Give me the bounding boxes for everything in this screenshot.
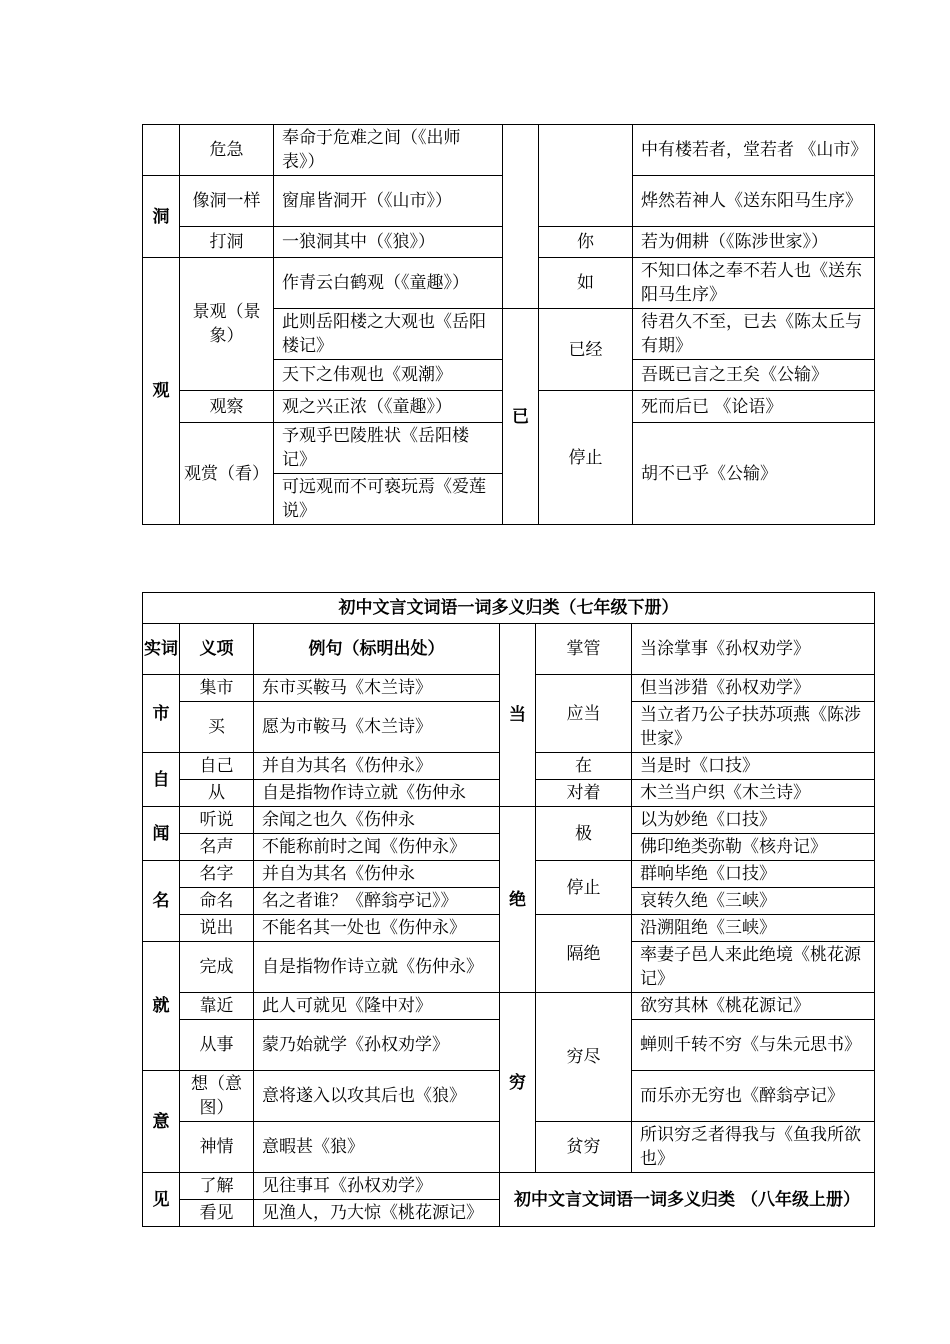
meaning-cell: 观察 [180,391,274,423]
word-cell: 绝 [500,807,536,993]
meaning-cell: 观赏（看） [180,423,274,525]
meaning-cell: 隔绝 [536,915,632,993]
example-cell: 当是时《口技》 [632,753,875,780]
example-cell: 烨然若神人《送东阳马生序》 [633,176,875,227]
example-cell: 木兰当户织《木兰诗》 [632,780,875,807]
example-cell: 死而后已 《论语》 [633,391,875,423]
meaning-cell: 买 [180,702,254,753]
word-cell: 自 [143,753,180,807]
header-meaning: 义项 [180,624,254,675]
example-cell: 蝉则千转不穷《与朱元思书》 [632,1020,875,1071]
meaning-cell: 打洞 [180,227,274,258]
meaning-cell: 极 [536,807,632,861]
table-row [143,1173,875,1200]
meaning-cell: 名声 [180,834,254,861]
example-cell: 沿溯阻绝《三峡》 [632,915,875,942]
meaning-cell: 靠近 [180,993,254,1020]
meaning-cell: 应当 [536,675,632,753]
example-cell: 吾既已言之王矣《公输》 [633,360,875,391]
table-grade7-lower [142,592,875,1227]
meaning-cell: 命名 [180,888,254,915]
example-cell: 哀转久绝《三峡》 [632,888,875,915]
meaning-cell: 你 [539,227,633,258]
example-cell: 此则岳阳楼之大观也《岳阳楼记》 [274,309,503,360]
meaning-cell: 集市 [180,675,254,702]
header-word: 实词 [143,624,180,675]
word-cell: 洞 [143,176,180,258]
example-cell: 并自为其名《伤仲永 [254,861,500,888]
example-cell: 以为妙绝《口技》 [632,807,875,834]
next-table-title: 初中文言文词语一词多义归类 （八年级上册） [500,1173,875,1227]
meaning-cell: 对着 [536,780,632,807]
example-cell: 此人可就见《隆中对》 [254,993,500,1020]
meaning-cell: 想（意图） [180,1071,254,1122]
meaning-cell: 名字 [180,861,254,888]
example-cell: 见往事耳《孙权劝学》 [254,1173,500,1200]
meaning-cell: 已经 [539,309,633,391]
example-cell: 意暇甚《狼》 [254,1122,500,1173]
meaning-cell [539,125,633,227]
meaning-cell: 如 [539,258,633,309]
example-cell: 可远观而不可亵玩焉《爱莲说》 [274,474,503,525]
meaning-cell: 神情 [180,1122,254,1173]
example-cell: 中有楼若者，堂若者 《山市》 [633,125,875,176]
example-cell: 待君久不至，已去《陈太丘与有期》 [633,309,875,360]
word-cell [503,125,539,309]
example-cell: 群响毕绝《口技》 [632,861,875,888]
example-cell: 东市买鞍马《木兰诗》 [254,675,500,702]
example-cell: 而乐亦无穷也《醉翁亭记》 [632,1071,875,1122]
table-row [143,125,875,176]
example-cell: 见渔人，乃大惊《桃花源记》 [254,1200,500,1227]
example-cell: 予观乎巴陵胜状《岳阳楼记》 [274,423,503,474]
table-row [143,624,875,675]
word-cell: 当 [500,624,536,807]
example-cell: 率妻子邑人来此绝境《桃花源记》 [632,942,875,993]
word-cell: 闻 [143,807,180,861]
meaning-cell: 掌管 [536,624,632,675]
meaning-cell: 穷尽 [536,993,632,1122]
meaning-cell: 说出 [180,915,254,942]
example-cell: 不能称前时之闻《伤仲永》 [254,834,500,861]
example-cell: 自是指物作诗立就《伤仲永 [254,780,500,807]
example-cell: 不知口体之奉不若人也《送东阳马生序》 [633,258,875,309]
example-cell: 名之者谁？《醉翁亭记》》 [254,888,500,915]
meaning-cell: 从 [180,780,254,807]
example-cell: 一狼洞其中（《狼》） [274,227,503,258]
word-cell: 穷 [500,993,536,1173]
example-cell: 天下之伟观也《观潮》 [274,360,503,391]
meaning-cell: 听说 [180,807,254,834]
meaning-cell: 了解 [180,1173,254,1200]
example-cell: 并自为其名《伤仲永》 [254,753,500,780]
meaning-cell: 危急 [180,125,274,176]
table-title-row [143,593,875,624]
meaning-cell: 停止 [536,861,632,915]
word-cell [143,125,180,176]
example-cell: 窗扉皆洞开（《山市》） [274,176,503,227]
example-cell: 当涂掌事《孙权劝学》 [632,624,875,675]
word-cell: 就 [143,942,180,1071]
example-cell: 余闻之也久《伤仲永 [254,807,500,834]
example-cell: 胡不已乎《公输》 [633,423,875,525]
table-title: 初中文言文词语一词多义归类（七年级下册） [143,593,875,624]
example-cell: 若为佣耕（《陈涉世家》） [633,227,875,258]
meaning-cell: 景观（景象） [180,258,274,391]
table-row [143,807,875,834]
word-cell: 意 [143,1071,180,1173]
word-cell: 观 [143,258,180,525]
example-cell: 不能名其一处也《伤仲永》 [254,915,500,942]
example-cell: 所识穷乏者得我与《鱼我所欲也》 [632,1122,875,1173]
word-cell: 已 [503,309,539,525]
example-cell: 观之兴正浓（《童趣》） [274,391,503,423]
meaning-cell: 从事 [180,1020,254,1071]
meaning-cell: 自己 [180,753,254,780]
example-cell: 当立者乃公子扶苏项燕《陈涉世家》 [632,702,875,753]
example-cell: 蒙乃始就学《孙权劝学》 [254,1020,500,1071]
example-cell: 欲穷其林《桃花源记》 [632,993,875,1020]
table-grade7-upper-continued [142,124,875,525]
table-row [143,993,875,1020]
word-cell: 见 [143,1173,180,1227]
example-cell: 意将遂入以攻其后也《狼》 [254,1071,500,1122]
example-cell: 愿为市鞍马《木兰诗》 [254,702,500,753]
meaning-cell: 停止 [539,391,633,525]
meaning-cell: 贫穷 [536,1122,632,1173]
example-cell: 但当涉猎《孙权劝学》 [632,675,875,702]
word-cell: 市 [143,675,180,753]
meaning-cell: 完成 [180,942,254,993]
meaning-cell: 像洞一样 [180,176,274,227]
meaning-cell: 看见 [180,1200,254,1227]
word-cell: 名 [143,861,180,942]
example-cell: 自是指物作诗立就《伤仲永》 [254,942,500,993]
example-cell: 佛印绝类弥勒《核舟记》 [632,834,875,861]
example-cell: 奉命于危难之间（《出师表》） [274,125,503,176]
header-example: 例句（标明出处） [254,624,500,675]
example-cell: 作青云白鹤观（《童趣》） [274,258,503,309]
meaning-cell: 在 [536,753,632,780]
